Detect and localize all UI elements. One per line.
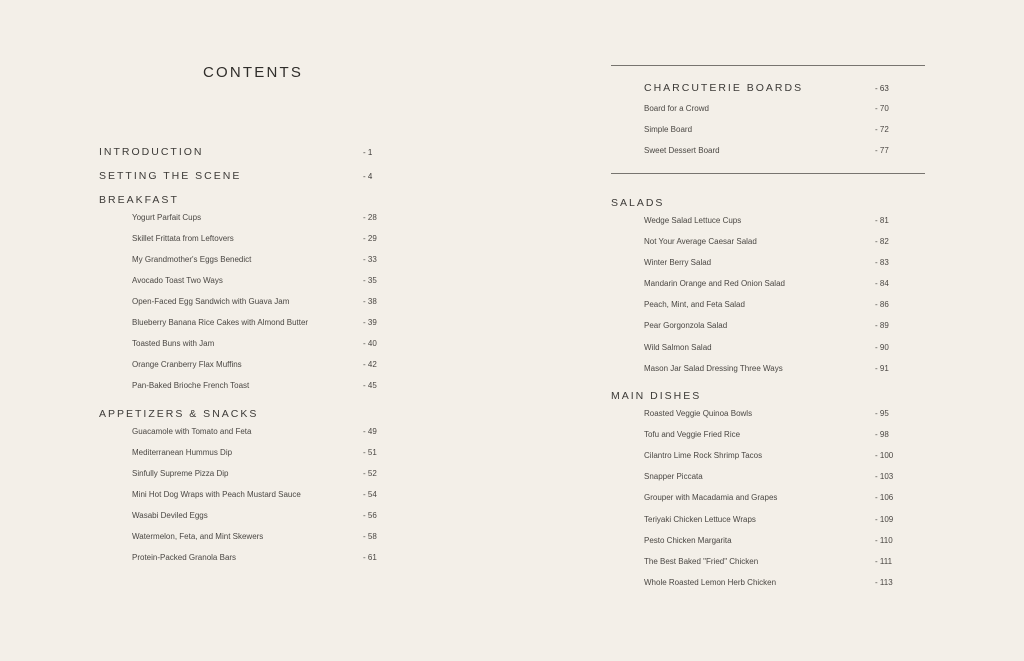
entry-page: - 77 — [875, 146, 889, 155]
toc-entry[interactable] — [644, 557, 893, 566]
toc-entry[interactable] — [132, 427, 377, 436]
toc-entry[interactable] — [132, 381, 377, 390]
entry-page: - 58 — [363, 532, 377, 541]
toc-entry[interactable] — [132, 532, 377, 541]
entry-page: - 38 — [363, 297, 377, 306]
entry-page: - 109 — [875, 515, 894, 524]
entry-label: Simple Board — [644, 125, 693, 134]
entry-page: - 84 — [875, 279, 889, 288]
section-page: - 1 — [363, 148, 373, 157]
entry-label: Open-Faced Egg Sandwich with Guava Jam — [132, 297, 290, 306]
toc-entry[interactable] — [644, 493, 894, 502]
toc-section-appetizers-snacks — [99, 408, 258, 420]
entry-label: Wasabi Deviled Eggs — [132, 511, 208, 520]
entry-page: - 90 — [875, 343, 889, 352]
entry-page: - 82 — [875, 237, 889, 246]
entry-label: Yogurt Parfait Cups — [132, 213, 202, 222]
entry-label: Grouper with Macadamia and Grapes — [644, 493, 778, 502]
entry-page: - 98 — [875, 430, 889, 439]
entry-page: - 39 — [363, 318, 377, 327]
toc-entry[interactable] — [644, 364, 889, 373]
page-title: CONTENTS — [203, 64, 304, 81]
section-title: CHARCUTERIE BOARDS — [644, 82, 804, 94]
toc-section-introduction[interactable] — [99, 146, 373, 158]
toc-entry[interactable] — [132, 213, 377, 222]
entry-page: - 49 — [363, 427, 377, 436]
toc-entry[interactable] — [132, 318, 377, 327]
toc-entry[interactable] — [132, 360, 377, 369]
toc-entry[interactable] — [644, 536, 893, 545]
entry-label: Mandarin Orange and Red Onion Salad — [644, 279, 785, 288]
entry-label: Pear Gorgonzola Salad — [644, 321, 728, 330]
entry-label: Peach, Mint, and Feta Salad — [644, 300, 745, 309]
toc-entry[interactable] — [132, 553, 377, 562]
toc-entry[interactable] — [644, 430, 889, 439]
entry-page: - 72 — [875, 125, 889, 134]
entry-page: - 52 — [363, 469, 377, 478]
entry-label: Winter Berry Salad — [644, 258, 712, 267]
toc-entry[interactable] — [644, 578, 893, 587]
section-page: - 63 — [875, 84, 889, 93]
toc-entry[interactable] — [644, 300, 889, 309]
entry-page: - 86 — [875, 300, 889, 309]
section-title: APPETIZERS & SNACKS — [99, 408, 259, 420]
toc-section-breakfast — [99, 194, 179, 206]
toc-entry[interactable] — [132, 490, 377, 499]
entry-page: - 91 — [875, 364, 889, 373]
entry-label: Guacamole with Tomato and Feta — [132, 427, 252, 436]
entry-label: Orange Cranberry Flax Muffins — [132, 360, 242, 369]
entry-label: Toasted Buns with Jam — [132, 339, 215, 348]
toc-section-main-dishes — [611, 390, 701, 402]
toc-entry[interactable] — [644, 258, 889, 267]
entry-label: Snapper Piccata — [644, 472, 703, 481]
entry-page: - 40 — [363, 339, 377, 348]
entry-page: - 95 — [875, 409, 889, 418]
entry-label: Mediterranean Hummus Dip — [132, 448, 233, 457]
entry-label: Pesto Chicken Margarita — [644, 536, 732, 545]
entry-label: Wild Salmon Salad — [644, 343, 712, 352]
toc-entry[interactable] — [132, 297, 377, 306]
entry-label: Not Your Average Caesar Salad — [644, 237, 757, 246]
entry-page: - 100 — [875, 451, 894, 460]
entry-page: - 54 — [363, 490, 377, 499]
entry-page: - 106 — [875, 493, 894, 502]
toc-entry[interactable] — [644, 343, 889, 352]
entry-label: My Grandmother's Eggs Benedict — [132, 255, 252, 264]
section-title: SALADS — [611, 197, 665, 209]
entry-page: - 35 — [363, 276, 377, 285]
divider-top — [611, 65, 925, 66]
entry-label: The Best Baked "Fried" Chicken — [644, 557, 759, 566]
entry-label: Skillet Frittata from Leftovers — [132, 234, 234, 243]
toc-section-salads — [611, 197, 664, 209]
entry-page: - 81 — [875, 216, 889, 225]
entry-page: - 113 — [875, 578, 893, 587]
section-title: BREAKFAST — [99, 194, 179, 206]
toc-entry[interactable] — [644, 472, 894, 481]
entry-page: - 70 — [875, 104, 889, 113]
toc-entry[interactable] — [644, 237, 889, 246]
entry-label: Wedge Salad Lettuce Cups — [644, 216, 742, 225]
entry-page: - 28 — [363, 213, 377, 222]
entry-page: - 110 — [875, 536, 893, 545]
entry-label: Watermelon, Feta, and Mint Skewers — [132, 532, 264, 541]
entry-page: - 111 — [875, 557, 893, 566]
entry-label: Teriyaki Chicken Lettuce Wraps — [644, 515, 756, 524]
toc-entry[interactable] — [132, 469, 377, 478]
entry-page: - 51 — [363, 448, 377, 457]
entry-label: Sweet Dessert Board — [644, 146, 720, 155]
divider-bottom — [611, 173, 925, 174]
section-title: MAIN DISHES — [611, 390, 702, 402]
entry-label: Board for a Crowd — [644, 104, 709, 113]
toc-entry[interactable] — [644, 321, 889, 330]
entry-label: Tofu and Veggie Fried Rice — [644, 430, 741, 439]
entry-label: Blueberry Banana Rice Cakes with Almond Butter — [132, 318, 309, 327]
entry-page: - 83 — [875, 258, 889, 267]
entry-page: - 45 — [363, 381, 377, 390]
section-title: SETTING THE SCENE — [99, 170, 242, 182]
entry-label: Mini Hot Dog Wraps with Peach Mustard Sauce — [132, 490, 301, 499]
toc-entry[interactable] — [644, 104, 889, 113]
entry-label: Cilantro Lime Rock Shrimp Tacos — [644, 451, 763, 460]
toc-entry[interactable] — [644, 279, 889, 288]
entry-label: Whole Roasted Lemon Herb Chicken — [644, 578, 777, 587]
toc-section-charcuterie-boards[interactable] — [644, 82, 889, 94]
entry-label: Protein-Packed Granola Bars — [132, 553, 237, 562]
entry-label: Avocado Toast Two Ways — [132, 276, 223, 285]
entry-page: - 42 — [363, 360, 377, 369]
entry-page: - 56 — [363, 511, 377, 520]
entry-label: Mason Jar Salad Dressing Three Ways — [644, 364, 783, 373]
section-page: - 4 — [363, 172, 373, 181]
entry-page: - 103 — [875, 472, 894, 481]
toc-entry[interactable] — [132, 255, 377, 264]
section-title: INTRODUCTION — [99, 146, 204, 158]
entry-label: Pan-Baked Brioche French Toast — [132, 381, 250, 390]
toc-entry[interactable] — [644, 146, 889, 155]
toc-entry[interactable] — [132, 234, 377, 243]
toc-entry[interactable] — [644, 409, 889, 418]
toc-entry[interactable] — [644, 125, 889, 134]
entry-page: - 61 — [363, 553, 377, 562]
entry-label: Sinfully Supreme Pizza Dip — [132, 469, 229, 478]
entry-label: Roasted Veggie Quinoa Bowls — [644, 409, 753, 418]
toc-entry[interactable] — [132, 339, 377, 348]
toc-entry[interactable] — [644, 515, 894, 524]
toc-section-setting-the-scene[interactable] — [99, 170, 373, 182]
toc-entry[interactable] — [132, 276, 377, 285]
entry-page: - 89 — [875, 321, 889, 330]
entry-page: - 29 — [363, 234, 377, 243]
toc-entry[interactable] — [644, 451, 894, 460]
toc-entry[interactable] — [132, 511, 377, 520]
toc-entry[interactable] — [132, 448, 377, 457]
toc-entry[interactable] — [644, 216, 889, 225]
entry-page: - 33 — [363, 255, 377, 264]
